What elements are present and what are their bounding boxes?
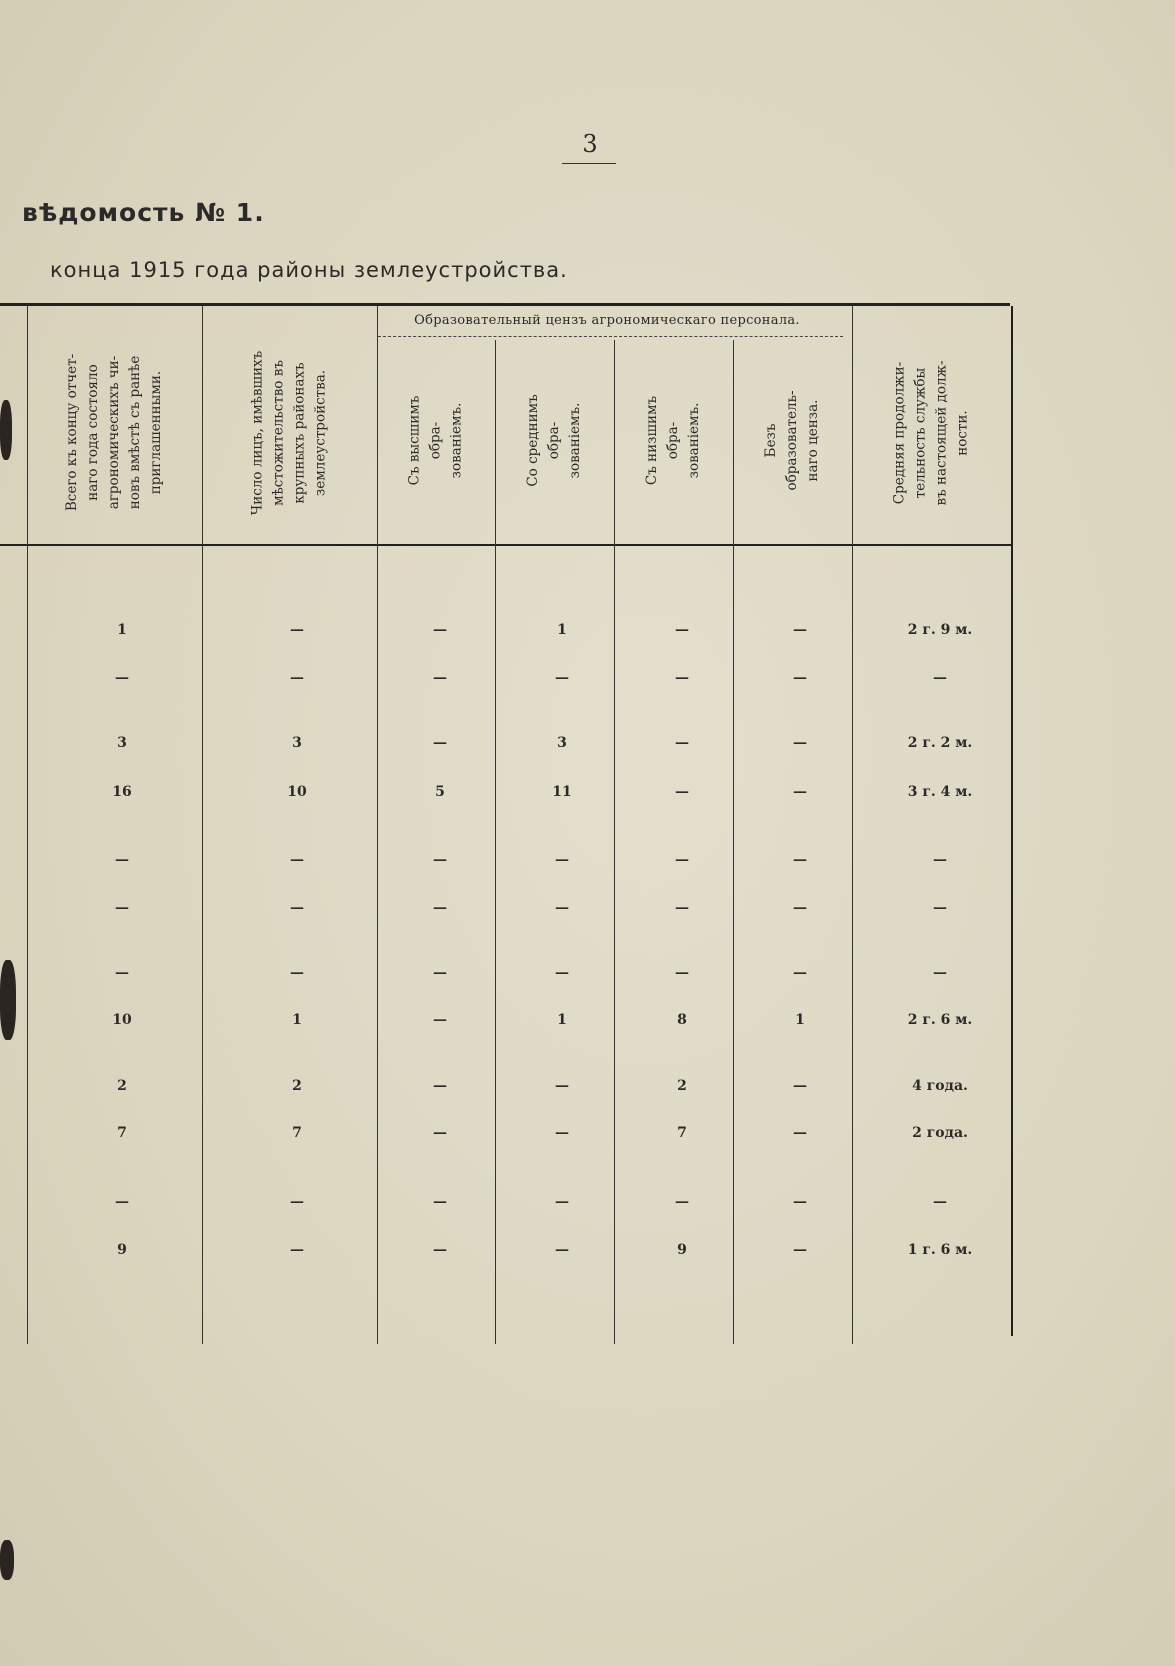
table-cell: 8	[677, 1012, 687, 1028]
column-header-lower-education	[614, 345, 733, 535]
column-header-label: Со среднимъ обра- зованіемъ.	[525, 393, 583, 487]
table-cell: —	[290, 622, 304, 638]
table-cell: —	[793, 1242, 807, 1258]
table-cell: —	[433, 735, 447, 751]
table-cell: 1	[557, 1012, 567, 1028]
table-cell: —	[793, 852, 807, 868]
table-cell: 7	[677, 1125, 687, 1141]
table-cell: —	[290, 1242, 304, 1258]
table-cell: —	[933, 670, 947, 686]
table-cell: —	[115, 1194, 129, 1210]
column-header-label: Безъ образователь- наго ценза.	[763, 389, 821, 491]
table-cell: —	[433, 1078, 447, 1094]
column-header-label: Съ высшимъ обра- зованіемъ.	[406, 395, 465, 485]
table-cell: —	[555, 670, 569, 686]
table-cell: —	[433, 1012, 447, 1028]
column-header-no-education	[733, 345, 852, 535]
table-cell: —	[793, 784, 807, 800]
table-cell: —	[290, 852, 304, 868]
column-header-total	[27, 330, 202, 535]
table-cell: —	[433, 1242, 447, 1258]
table-cell: 9	[117, 1242, 127, 1258]
table-cell: —	[675, 852, 689, 868]
table-cell: 10	[112, 1012, 132, 1028]
column-header-service-duration	[852, 330, 1011, 535]
table-cell: —	[433, 1194, 447, 1210]
table-cell: 1 г. 6 м.	[907, 1242, 973, 1258]
table-cell: 3	[292, 735, 302, 751]
table-cell: —	[793, 965, 807, 981]
table-cell: —	[675, 900, 689, 916]
table-cell: 10	[287, 784, 307, 800]
table-cell: —	[290, 1194, 304, 1210]
table-cell: —	[555, 965, 569, 981]
table-cell: —	[115, 965, 129, 981]
table-right-border	[1011, 306, 1013, 1336]
table-cell: —	[555, 1125, 569, 1141]
table-cell: —	[675, 670, 689, 686]
document-subtitle: конца 1915 года районы землеустройства.	[50, 258, 568, 282]
table-cell: 3	[557, 735, 567, 751]
table-cell: —	[675, 1194, 689, 1210]
table-cell: —	[555, 852, 569, 868]
table-cell: 9	[677, 1242, 687, 1258]
table-cell: —	[290, 670, 304, 686]
binding-stain	[0, 400, 12, 460]
table-cell: —	[290, 965, 304, 981]
table-cell: —	[675, 965, 689, 981]
table-header-bottom-rule	[0, 544, 1012, 546]
table-cell: 2 г. 6 м.	[907, 1012, 973, 1028]
table-cell: 2	[292, 1078, 302, 1094]
table-cell: —	[675, 622, 689, 638]
binding-stain	[0, 1540, 14, 1580]
table-cell: —	[433, 1125, 447, 1141]
table-cell: —	[555, 900, 569, 916]
table-cell: —	[433, 670, 447, 686]
table-cell: 2 г. 2 м.	[907, 735, 973, 751]
table-cell: —	[933, 852, 947, 868]
table-cell: 4 года.	[912, 1078, 968, 1094]
column-header-label: Съ низшимъ обра- зованіемъ.	[644, 395, 702, 485]
table-cell: —	[793, 900, 807, 916]
document-title: вѣдомость № 1.	[22, 198, 265, 227]
table-cell: 2 г. 9 м.	[907, 622, 973, 638]
table-top-rule	[0, 303, 1010, 306]
table-cell: —	[115, 852, 129, 868]
table-cell: 16	[112, 784, 132, 800]
table-cell: —	[433, 900, 447, 916]
table-cell: —	[793, 1078, 807, 1094]
column-header-label: Средняя продолжи- тельность службы въ настоящей долж- ности.	[891, 359, 971, 506]
table-cell: —	[115, 670, 129, 686]
table-cell: —	[793, 1194, 807, 1210]
table-cell: 2 года.	[912, 1125, 968, 1141]
table-cell: 2	[117, 1078, 127, 1094]
table-cell: —	[555, 1078, 569, 1094]
education-group-header: Образовательный цензъ агрономическаго персонала.	[414, 313, 800, 328]
table-cell: —	[290, 900, 304, 916]
column-header-label: Число лицъ, имѣвшихъ мѣстожительство въ крупныхъ районахъ землеустройства.	[249, 350, 329, 515]
table-cell: —	[675, 784, 689, 800]
table-cell: —	[115, 900, 129, 916]
table-cell: —	[433, 622, 447, 638]
column-header-higher-education	[377, 345, 495, 535]
table-cell: 7	[117, 1125, 127, 1141]
table-cell: —	[675, 735, 689, 751]
column-header-secondary-education	[495, 345, 614, 535]
table-cell: 7	[292, 1125, 302, 1141]
table-cell: —	[793, 622, 807, 638]
table-cell: —	[793, 670, 807, 686]
table-cell: 2	[677, 1078, 687, 1094]
table-cell: —	[433, 852, 447, 868]
table-cell: 1	[557, 622, 567, 638]
table-cell: 3 г. 4 м.	[907, 784, 973, 800]
page-number: 3	[582, 130, 598, 158]
table-cell: 5	[435, 784, 445, 800]
table-cell: —	[933, 1194, 947, 1210]
table-cell: 1	[795, 1012, 805, 1028]
group-header-rule	[378, 336, 843, 337]
column-header-label: Всего къ концу отчет- наго года состояло агрономическихъ чи- новъ вмѣстѣ съ ранѣе приглашенными.	[64, 353, 164, 512]
table-cell: —	[793, 735, 807, 751]
table-cell: —	[933, 965, 947, 981]
table-cell: 1	[292, 1012, 302, 1028]
table-cell: 1	[117, 622, 127, 638]
table-cell: —	[933, 900, 947, 916]
table-cell: —	[433, 965, 447, 981]
page-number-underline	[562, 163, 616, 164]
table-cell: —	[555, 1242, 569, 1258]
table-cell: —	[555, 1194, 569, 1210]
table-cell: 11	[552, 784, 572, 800]
table-cell: 3	[117, 735, 127, 751]
table-cell: —	[793, 1125, 807, 1141]
binding-stain	[0, 960, 16, 1040]
column-header-residence	[202, 330, 377, 535]
